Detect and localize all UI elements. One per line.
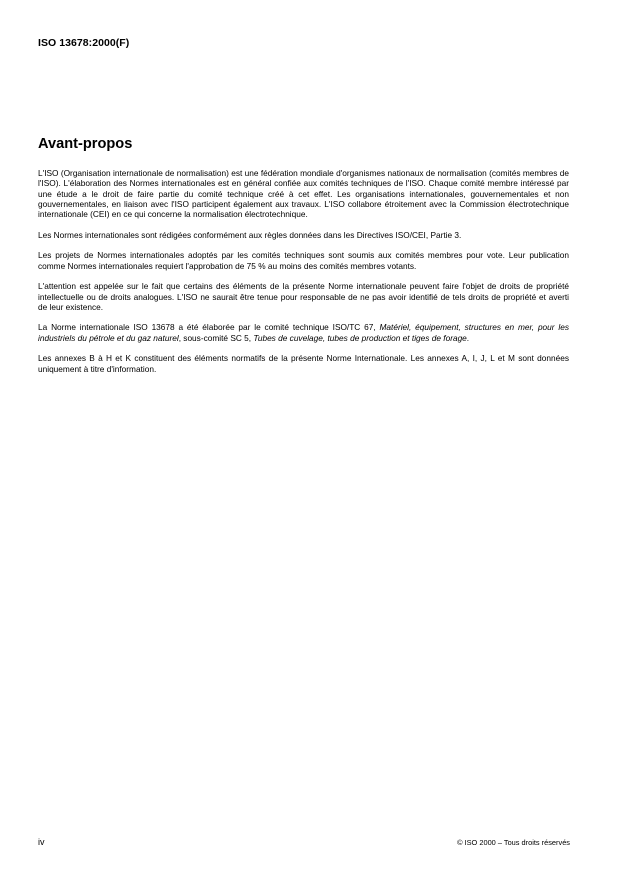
tc-title: Matériel, équipement, structures en mer, pour les industriels du pétrole et du gaz naturel xyxy=(38,322,569,343)
paragraph-technical-committee xyxy=(38,322,569,343)
tc-text-end: . xyxy=(466,332,470,343)
copyright-notice: © ISO 2000 – Tous droits réservés xyxy=(457,838,570,847)
document-id: ISO 13678:2000(F) xyxy=(38,37,130,49)
paragraph-patent-rights: L'attention est appelée sur le fait que certains des éléments de la présente Norme internationale peuvent faire l'objet de droits de propriété intellectuelle ou de droits analogues. L'ISO ne saurait être tenue pour responsable de ne pas avoir identifié de tels droits de propriété et averti de leur existence. xyxy=(38,281,569,312)
tc-text-intro: La Norme internationale ISO 13678 a été élaborée par le comité technique ISO/TC 67, xyxy=(38,322,380,333)
paragraph-directives: Les Normes internationales sont rédigées conformément aux règles données dans les Directives ISO/CEI, Partie 3. xyxy=(38,229,462,240)
foreword-body xyxy=(38,168,569,374)
tc-text-subcommittee: , sous-comité SC 5, xyxy=(178,332,254,343)
section-title: Avant-propos xyxy=(38,136,133,152)
paragraph-annexes: Les annexes B à H et K constituent des éléments normatifs de la présente Norme Internationale. Les annexes A, I, J, L et M sont données uniquement à titre d'information. xyxy=(38,353,569,374)
sc-title: Tubes de cuvelage, tubes de production et tiges de forage xyxy=(253,332,467,343)
paragraph-voting: Les projets de Normes internationales adoptés par les comités techniques sont soumis aux comités membres pour vote. Leur publication comme Normes internationales requiert l'approbation de 75 % au moins des comités membres votants. xyxy=(38,250,569,271)
page-number: iv xyxy=(38,837,45,847)
paragraph-iso-organisation: L'ISO (Organisation internationale de normalisation) est une fédération mondiale d'organismes nationaux de normalisation (comités membres de l'ISO). L'élaboration des Normes internationales est en général confiée aux comités techniques de l'ISO. Chaque comité membre intéressé par une étude a le droit de faire partie du comité technique créé à cet effet. Les organisations internationales, gouvernementales et non gouvernementales, en liaison avec l'ISO participent également aux travaux. L'ISO collabore étroitement avec la Commission électrotechnique internationale (CEI) en ce qui concerne la normalisation électrotechnique. xyxy=(38,168,569,220)
